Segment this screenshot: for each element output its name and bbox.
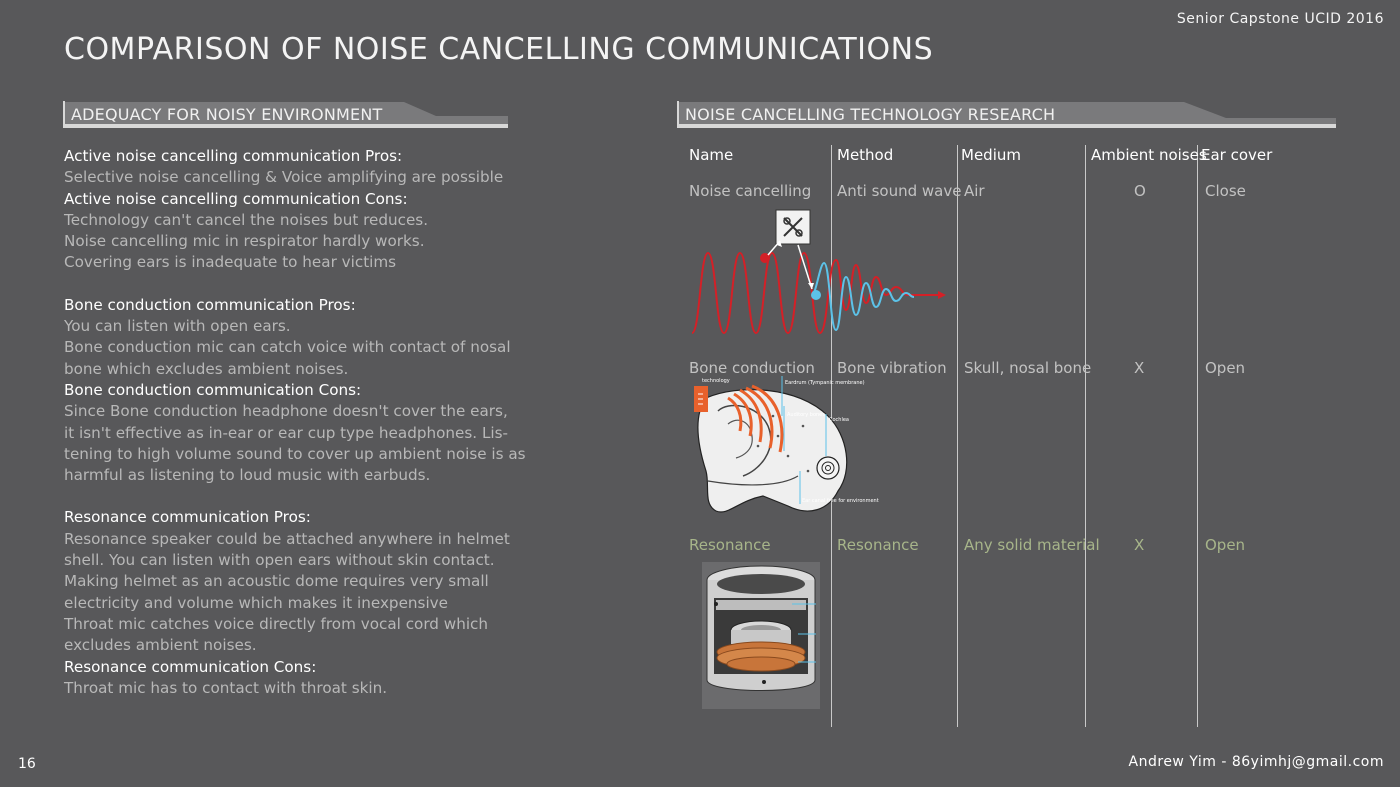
paragraph-line: Bone conduction mic can catch voice with contact of nosal — [64, 338, 511, 357]
paragraph-heading: Resonance communication Pros: — [64, 508, 311, 527]
skull-outline — [698, 390, 847, 512]
paragraph-spacer — [64, 486, 514, 507]
ear-label-auditory-bones: Auditory bones — [787, 412, 825, 418]
left-text-column — [64, 146, 526, 699]
column-header-ear-cover: Ear cover — [1201, 146, 1273, 164]
paragraph-line: shell. You can listen with open ears without skin contact. — [64, 551, 495, 570]
anti-sound-wave-illustration — [688, 205, 958, 340]
row-resonance-medium: Any solid material — [964, 536, 1100, 554]
column-header-name: Name — [689, 146, 734, 164]
column-header-method: Method — [837, 146, 894, 164]
paragraph-line: Since Bone conduction headphone doesn't cover the ears, — [64, 402, 508, 421]
paragraph-heading: Bone conduction communication Pros: — [64, 295, 356, 314]
column-divider — [1197, 145, 1198, 727]
paragraph-line: Making helmet as an acoustic dome requires very small — [64, 572, 489, 591]
row-noise-name: Noise cancelling — [689, 182, 812, 200]
paragraph-line: Resonance speaker could be attached anywhere in helmet — [64, 529, 510, 548]
row-bone-ambient: X — [1134, 359, 1145, 377]
course-label: Senior Capstone UCID 2016 — [1176, 11, 1384, 27]
row-bone-cover: Open — [1205, 359, 1246, 377]
page-number: 16 — [18, 756, 36, 772]
paragraph-line: Throat mic catches voice directly from vocal cord which — [64, 614, 489, 633]
paragraph-line: electricity and volume which makes it inexpensive — [64, 593, 449, 612]
cochlea-shape — [817, 457, 839, 479]
wave-direction-arrow — [938, 291, 946, 299]
paragraph-heading: Bone conduction communication Cons: — [64, 380, 362, 399]
paragraph-line: bone which excludes ambient noises. — [64, 359, 349, 378]
paragraph-heading: Active noise cancelling communication Pros: — [64, 147, 403, 165]
page-title: COMPARISON OF NOISE CANCELLING COMMUNICATIONS — [64, 32, 934, 67]
column-header-medium: Medium — [961, 146, 1021, 164]
row-bone-medium: Skull, nosal bone — [964, 359, 1092, 377]
paragraph-line: excludes ambient noises. — [64, 636, 257, 655]
paragraph-line: harmful as listening to loud music with earbuds. — [64, 466, 431, 485]
paragraph-line: You can listen with open ears. — [64, 317, 291, 336]
row-noise-cover: Close — [1205, 182, 1246, 200]
paragraph-line: tening to high volume sound to cover up ambient noise is as — [64, 444, 526, 463]
paragraph-line: it isn't effective as in-ear or ear cup type headphones. Lis- — [64, 423, 509, 442]
bone-conduction-ear-illustration — [688, 376, 879, 521]
paragraph-heading: Resonance communication Cons: — [64, 657, 317, 676]
resonance-speaker-illustration — [702, 562, 820, 709]
row-resonance-name: Resonance — [689, 536, 771, 554]
right-section-heading: NOISE CANCELLING TECHNOLOGY RESEARCH — [685, 105, 1056, 124]
paragraph-line: Covering ears is inadequate to hear victims — [64, 253, 397, 272]
left-section-header — [64, 100, 508, 130]
ear-label-cochlea: Cochlea — [829, 417, 849, 423]
sample-point-blue — [811, 290, 821, 300]
paragraph-line: Throat mic has to contact with throat skin. — [64, 678, 388, 697]
ear-label-technology: technology — [702, 378, 730, 384]
row-noise-ambient: O — [1134, 182, 1146, 200]
paragraph-spacer — [64, 274, 514, 295]
author-credit: Andrew Yim - 86yimhj@gmail.com — [1128, 754, 1384, 770]
ear-label-canal: Ear canal free for environment — [802, 498, 879, 504]
paragraph-line: Selective noise cancelling & Voice amplifying are possible — [64, 168, 504, 187]
ear-label-eardrum: Eardrum (Tympanic membrane) — [785, 380, 865, 386]
paragraph-line: Technology can't cancel the noises but reduces. — [64, 210, 429, 229]
row-noise-medium: Air — [964, 182, 985, 200]
row-bone-name: Bone conduction — [689, 359, 815, 377]
column-divider — [1085, 145, 1086, 727]
left-section-heading: ADEQUACY FOR NOISY ENVIRONMENT — [71, 105, 383, 124]
column-header-ambient: Ambient noises — [1091, 146, 1207, 164]
paragraph-line: Noise cancelling mic in respirator hardly works. — [64, 232, 425, 251]
paragraph-heading: Active noise cancelling communication Cons: — [64, 189, 408, 208]
row-resonance-method: Resonance — [837, 536, 919, 554]
row-noise-method: Anti sound wave — [837, 182, 962, 200]
row-resonance-ambient: X — [1134, 536, 1145, 554]
right-section-header — [678, 100, 1336, 130]
row-resonance-cover: Open — [1205, 536, 1246, 554]
row-bone-method: Bone vibration — [837, 359, 947, 377]
